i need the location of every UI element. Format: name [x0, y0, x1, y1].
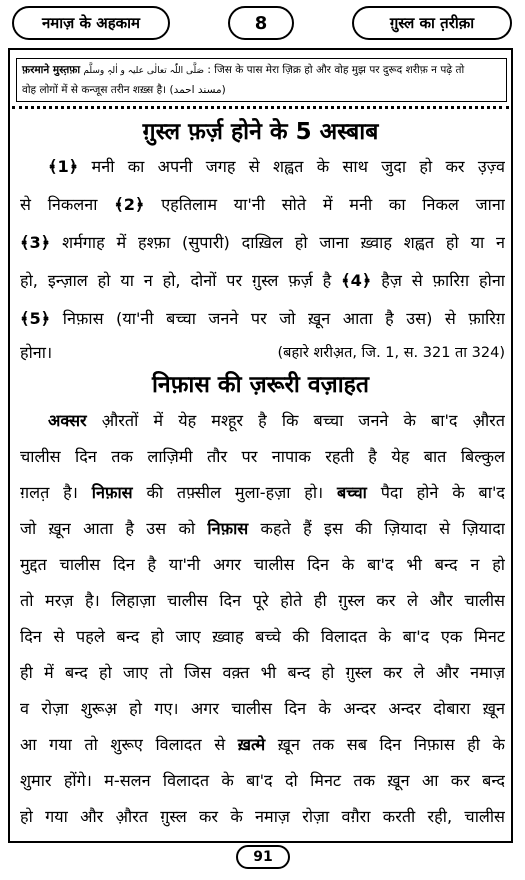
line-text: आ गया तो शुरूए विलादत से [20, 735, 238, 754]
emphasis-word: निफ़ास [91, 483, 133, 502]
s1-line-1 [20, 154, 505, 180]
s2-line-2 [20, 444, 505, 470]
s1-line-5 [20, 306, 505, 332]
item-number: ﴾4﴿ [341, 271, 372, 290]
s2-line-11 [20, 768, 505, 794]
s2-line-7 [20, 624, 505, 650]
s2-line-1 [20, 408, 505, 434]
line-text: औ़रतों में येह मश्हूर है कि बच्चा जनने के बा'द औ़रत [86, 411, 505, 430]
line-text: हो गया और औ़रत ग़ुस्ल कर के नमाज़ रोज़ा वग़ैरा करती रही, चालीस [20, 807, 505, 826]
item-number: ﴾5﴿ [20, 309, 51, 328]
line-text: कहते हैं इस की ज़ियादा से ज़ियादा [248, 519, 505, 538]
line-text: पैदा होने के बा'द [366, 483, 505, 502]
line-text: ग़लत़ है। [20, 483, 92, 502]
line-text: चालीस दिन तक लाज़िमी तौर पर नापाक रहती है येह बात बिल्कुल [20, 447, 505, 466]
s1-line-3 [20, 230, 505, 256]
s2-line-6 [20, 588, 505, 614]
item-text: एहतिलाम या'नी सोते में मनी का निकल जाना [144, 195, 505, 214]
s1-line-2 [20, 192, 505, 218]
line-text: शुमार होंगे। म-सलन विलादत के बा'द दो मिनट तक ख़ून आ कर बन्द [20, 771, 505, 790]
hadith-text-2: वोह लोगों में से कन्जूस तरीन शख़्स है। (مسند احمد) [22, 84, 226, 96]
s2-line-5 [20, 552, 505, 578]
s2-line-10 [20, 732, 505, 758]
line-text: जो ख़ून आता है उस को [20, 519, 208, 538]
dotted-divider [12, 106, 509, 109]
s2-line-4 [20, 516, 505, 542]
s2-line-8 [20, 660, 505, 686]
hadith-salutation: صَلَّی اللّٰہ تعالٰی علیہ و اٰلہٖ وسلَّم [83, 66, 205, 76]
line-text: ख़ून तक सब दिन निफ़ास ही के [265, 735, 505, 754]
emphasis-word: बच्चा [337, 483, 367, 502]
hadith-text-1: : जिस के पास मेरा ज़िक्र हो और वोह मुझ पर दुरूद शरीफ़ न पढ़े तो [207, 64, 465, 76]
item-text: मनी का अपनी जगह से शह्वत के साथ जुदा हो कर उ़ज़्व [78, 157, 505, 176]
emphasis-word: ख़त्मे [237, 735, 266, 754]
item-number: ﴾2﴿ [114, 195, 145, 214]
s2-line-12 [20, 804, 505, 830]
item-number: ﴾1﴿ [48, 157, 79, 176]
emphasis-word: अक्सर [48, 411, 87, 430]
s2-line-3 [20, 480, 505, 506]
line-text: व रोज़ा शुरूअ़ हो गए। अगर चालीस दिन के अन्दर अन्दर दोबारा ख़ून [20, 699, 505, 718]
line-text: मुद्दत चालीस दिन है या'नी अगर चालीस दिन के बा'द भी बन्द न हो [20, 555, 505, 574]
line-text: ही में बन्द हो जाए तो जिस वक़्त भी बन्द हो ग़ुस्ल कर ले और नमाज़ [20, 663, 505, 682]
item-number: ﴾3﴿ [20, 233, 51, 252]
s1-line-6 [20, 340, 505, 366]
s2-line-9 [20, 696, 505, 722]
reference: (बहारे शरीअ़त, जि. 1, स. 321 ता 324) [277, 345, 505, 361]
line-text: दिन से पहले बन्द हो जाए ख़्वाह बच्चे की विलादत के बा'द एक मिनट [20, 627, 505, 646]
line-text: तो मरज़ है। लिहाज़ा चालीस दिन पूरे होते ही ग़ुस्ल कर ले और चालीस [20, 591, 505, 610]
item-text: होना। [20, 343, 53, 362]
item-text: हैज़ से फ़ारिग़ होना [371, 271, 505, 290]
s1-line-4 [20, 268, 505, 294]
footer-page-number: 91 [236, 845, 290, 869]
item-pre-text: हो, इन्ज़ाल हो या न हो, दोनों पर ग़ुस्ल फ़र्ज़ है [20, 271, 342, 290]
item-text: शर्मगाह में हश्फ़ा (सुपारी) दाख़िल हो जाना ख़्वाह शह्वत हो या न [50, 233, 505, 252]
header-page-number: 8 [228, 6, 294, 40]
item-text: निफ़ास (या'नी बच्चा जनने पर जो ख़ून आता है उस) से फ़ारिग़ [50, 309, 505, 328]
hadith-box [16, 58, 507, 102]
hadith-label: फ़रमाने मुस्त़फ़ा [22, 64, 81, 76]
line-text: की तफ़्सील मुला-हज़ा हो। [132, 483, 338, 502]
section-title: ग़ुस्ल का त़रीक़ा [352, 6, 512, 40]
section1-heading: ग़ुस्ल फ़र्ज़ होने के 5 अस्बाब [142, 119, 379, 145]
emphasis-word: निफ़ास [207, 519, 249, 538]
chapter-title: नमाज़ के अहकाम [12, 6, 170, 40]
section2-heading: निफ़ास की ज़रूरी वज़ाहत [151, 372, 370, 398]
item-pre-text: से निकलना [20, 195, 115, 214]
